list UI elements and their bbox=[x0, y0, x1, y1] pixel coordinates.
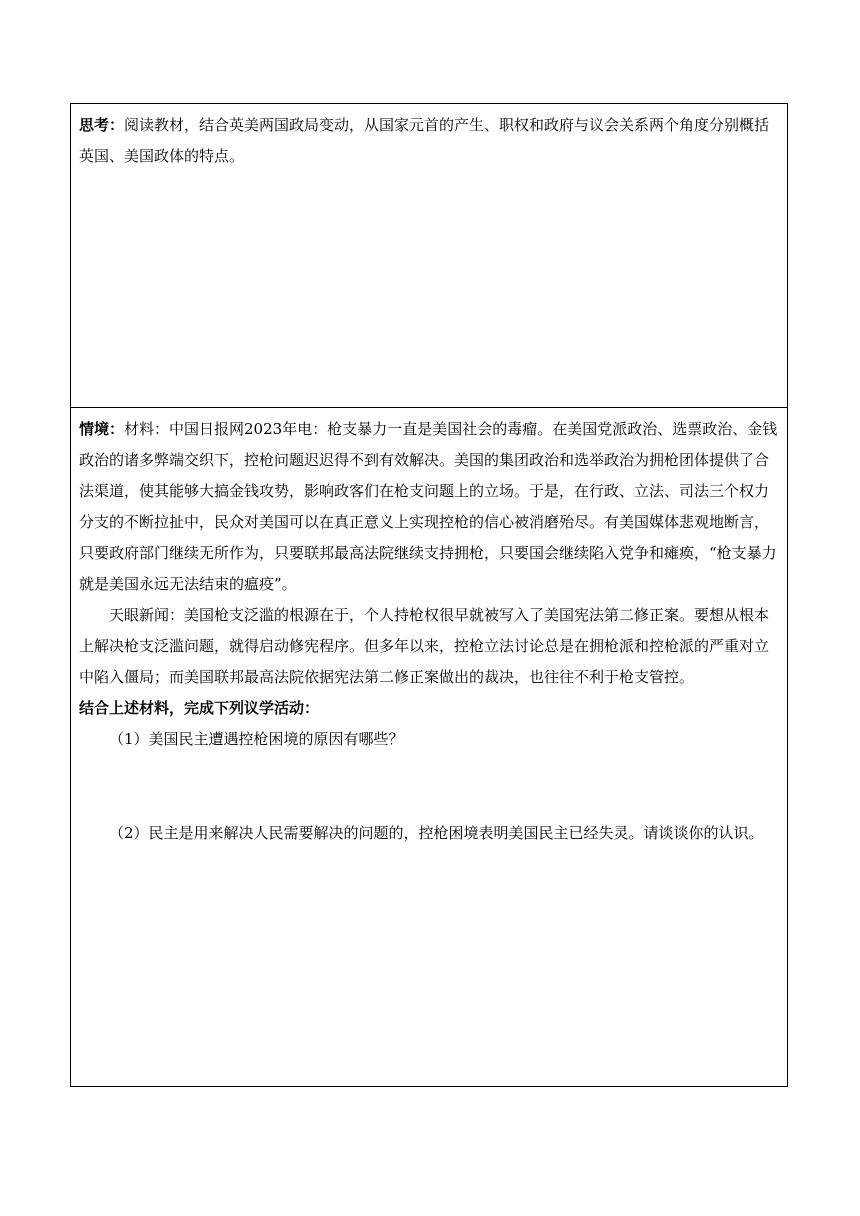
answer-space-1 bbox=[79, 755, 779, 818]
worksheet-table bbox=[70, 103, 788, 1087]
think-paragraph bbox=[79, 110, 779, 172]
material-paragraph-2: 天眼新闻：美国枪支泛滥的根源在于，个人持枪权很早就被写入了美国宪法第二修正案。要想从根本上解决枪支泛滥问题，就得启动修宪程序。但多年以来，控枪立法讨论总是在拥枪派和控枪派的严重对立中陷入僵局；而美国联邦最高法院依据宪法第二修正案做出的裁决，也往往不利于枪支管控。 bbox=[79, 606, 770, 686]
scenario-cell bbox=[71, 408, 787, 1086]
scenario-label: 情境： bbox=[79, 420, 125, 438]
material-paragraph-1 bbox=[79, 414, 779, 600]
material-text-1: 材料：中国日报网2023年电：枪支暴力一直是美国社会的毒瘤。在美国党派政治、选票政治、金钱政治的诸多弊端交织下，控枪问题迟迟得不到有效解决。美国的集团政治和选举政治为拥枪团体提供了合法渠道，使其能够大搞金钱攻势，影响政客们在枪支问题上的立场。于是，在行政、立法、司法三个权力分支的不断拉扯中，民众对美国可以在真正意义上实现控枪的信心被消磨殆尽。有美国媒体悲观地断言，只要政府部门继续无所作为，只要联邦最高法院继续支持拥枪，只要国会继续陷入党争和瘫痪，“枪支暴力就是美国永远无法结束的瘟疫”。 bbox=[79, 420, 778, 593]
think-cell bbox=[71, 104, 787, 408]
question-2: （2）民主是用来解决人民需要解决的问题的，控枪困境表明美国民主已经失灵。请谈谈你的认识。 bbox=[109, 824, 764, 842]
think-text: 阅读教材，结合英美两国政局变动，从国家元首的产生、职权和政府与议会关系两个角度分别概括英国、美国政体的特点。 bbox=[79, 116, 770, 165]
think-label: 思考： bbox=[79, 116, 125, 134]
task-instruction: 结合上述材料，完成下列议学活动： bbox=[79, 699, 320, 717]
question-1: （1）美国民主遭遇控枪困境的原因有哪些？ bbox=[109, 730, 404, 748]
